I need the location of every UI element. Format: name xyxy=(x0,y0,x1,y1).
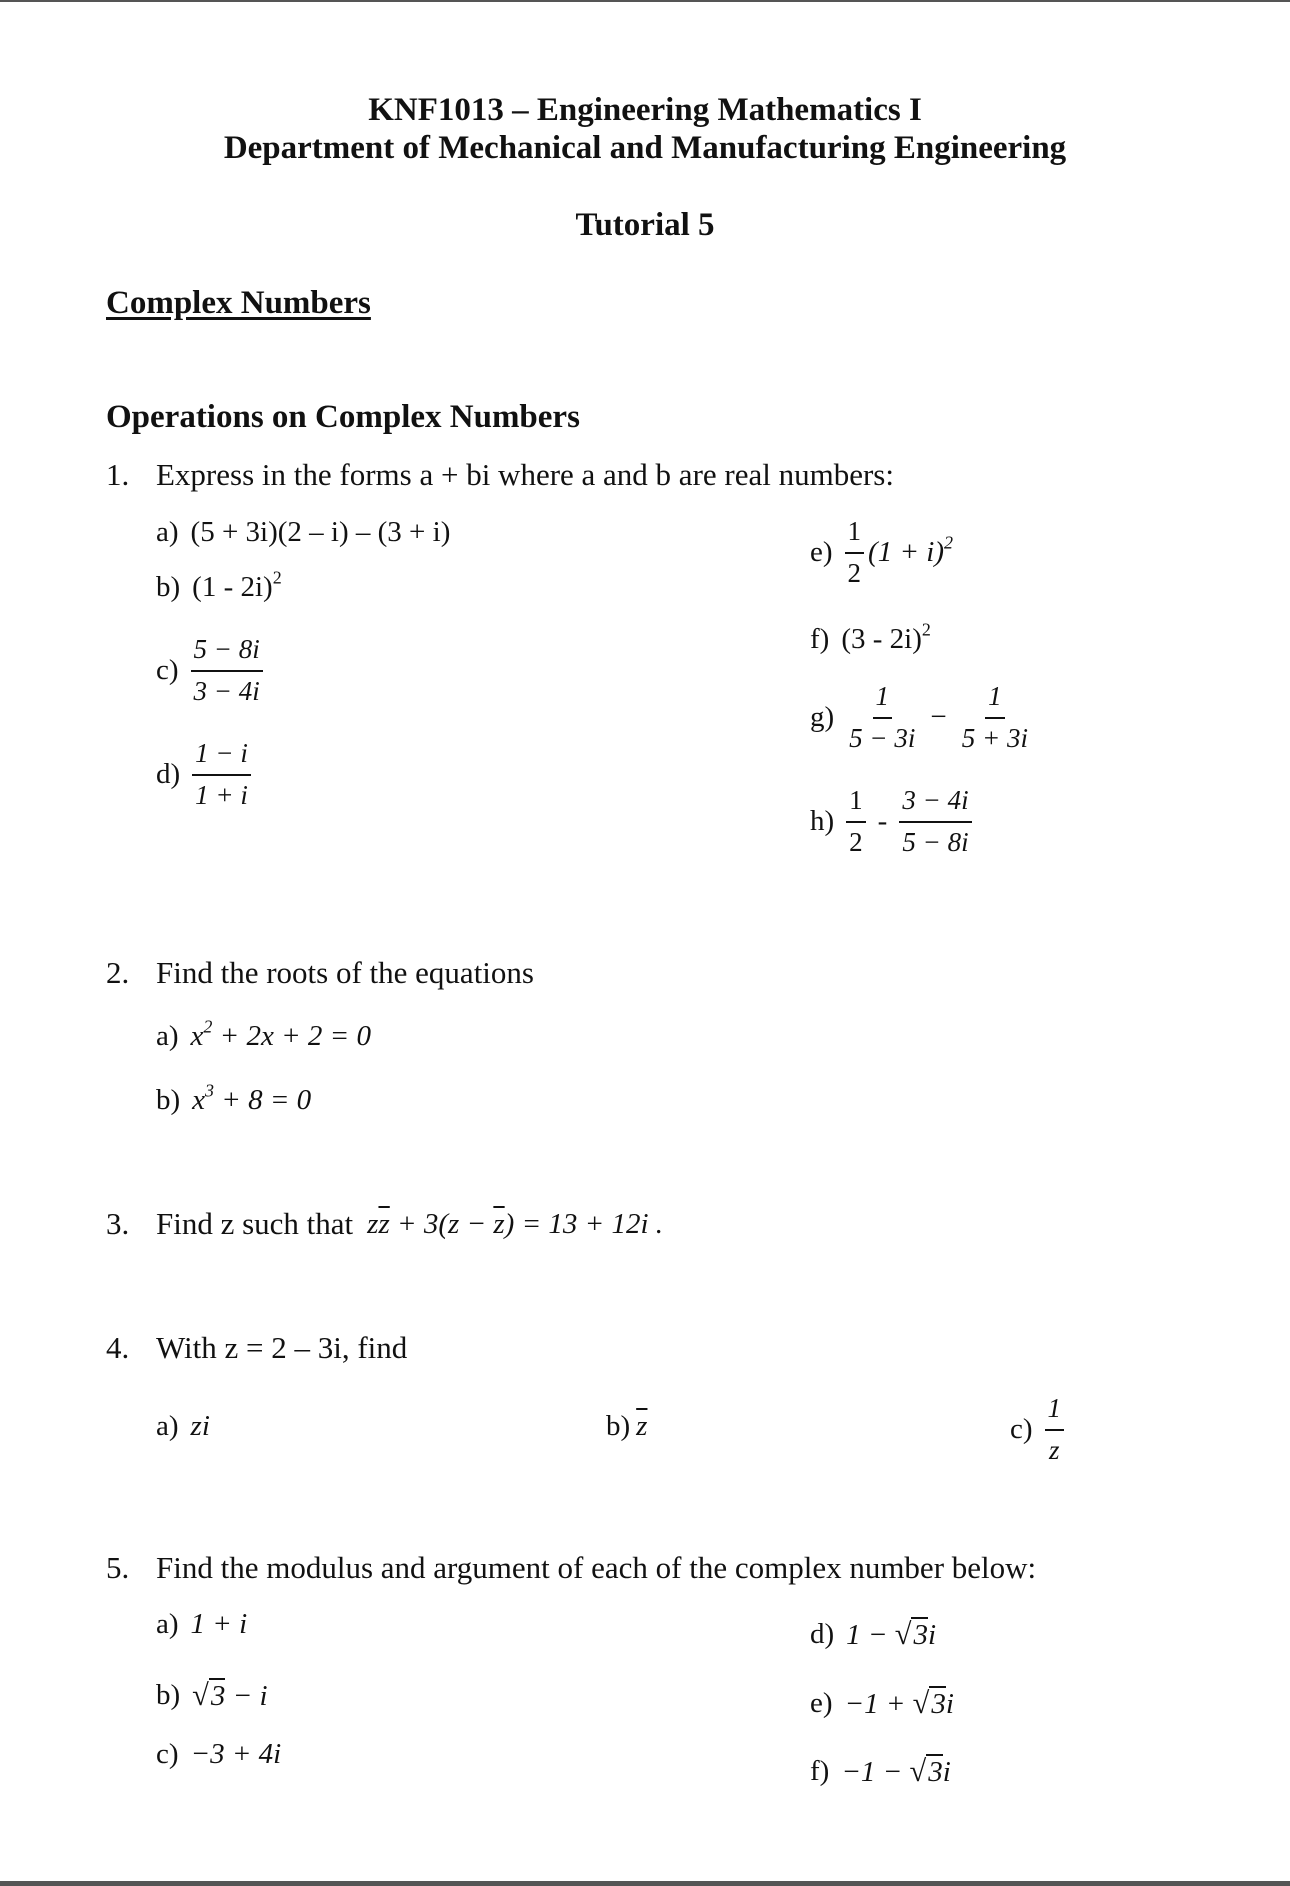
q5f-label: f) xyxy=(810,1755,830,1787)
q3-prompt: Find z such that xyxy=(156,1206,354,1241)
q1-item-d xyxy=(156,737,251,813)
q1h-fraction-1: $\frac{1}{2}$ xyxy=(846,784,866,860)
q1b-label: b) xyxy=(156,571,181,603)
q1-item-f xyxy=(810,619,931,656)
q5e-label: e) xyxy=(810,1687,833,1719)
tutorial-title: Tutorial 5 xyxy=(575,207,715,243)
q5a-expr: 1 + i xyxy=(190,1608,248,1640)
q5-item-a xyxy=(156,1608,247,1641)
q1g-fraction-1: $\frac{1}{5 - 3i}$ xyxy=(849,681,916,753)
q1-item-b xyxy=(156,567,282,604)
q2a-label: a) xyxy=(156,1020,179,1052)
q5c-expr: −3 + 4i xyxy=(190,1738,282,1770)
q1c-label: c) xyxy=(156,654,179,687)
subsection-title: Operations on Complex Numbers xyxy=(106,399,580,435)
q5d-label: d) xyxy=(810,1618,835,1650)
q3-line xyxy=(156,1206,663,1242)
q1a-label: a) xyxy=(156,516,179,548)
q1c-fraction: $\frac{5 - 8i}{3 - 4i}$ xyxy=(191,633,263,709)
q4-item-b xyxy=(606,1410,647,1443)
q5-item-d xyxy=(810,1617,936,1652)
section-title: Complex Numbers xyxy=(106,285,371,321)
top-border-line xyxy=(0,0,1290,2)
q5-item-f xyxy=(810,1754,951,1789)
q1-prompt: Express in the forms a + bi where a and b are real numbers: xyxy=(156,457,894,492)
q5b-label: b) xyxy=(156,1679,181,1711)
q1e-rest: $(1 + i)^2$ xyxy=(868,532,953,569)
q1-item-h xyxy=(810,784,972,860)
q1h-label: h) xyxy=(810,805,835,838)
q1-item-e xyxy=(810,515,953,591)
q2b-label: b) xyxy=(156,1084,181,1116)
department-title: Department of Mechanical and Manufacturing Engineering xyxy=(223,130,1067,166)
q5d-expr: 1 − √3i xyxy=(846,1617,937,1651)
q1e-fraction: $\frac{1}{2}$ xyxy=(845,515,865,591)
q4b-label: b) xyxy=(606,1410,631,1442)
q4-number: 4. xyxy=(106,1330,130,1365)
q5-number: 5. xyxy=(106,1550,130,1585)
bottom-border-line xyxy=(0,1881,1290,1886)
q4-item-a xyxy=(156,1410,210,1443)
q5a-label: a) xyxy=(156,1608,179,1640)
q2-item-a xyxy=(156,1016,371,1053)
q5-item-c xyxy=(156,1738,281,1771)
q1a-expr: (5 + 3i)(2 – i) – (3 + i) xyxy=(190,516,451,548)
q1d-fraction: $\frac{1 - i}{1 + i}$ xyxy=(192,737,251,813)
q1-number: 1. xyxy=(106,457,130,492)
q5-prompt: Find the modulus and argument of each of the complex number below: xyxy=(156,1550,1037,1585)
q2-item-b xyxy=(156,1080,312,1117)
q1-item-c xyxy=(156,633,263,709)
q4c-fraction: $\frac{1}{z}$ xyxy=(1045,1392,1065,1468)
q4-prompt: With z = 2 – 3i, find xyxy=(156,1330,408,1365)
q2a-expr: $x^2 + 2x + 2 = 0$ xyxy=(190,1016,371,1052)
q5e-expr: −1 + √3i xyxy=(844,1686,954,1720)
q5b-expr: √3 − i xyxy=(192,1678,268,1712)
q5c-label: c) xyxy=(156,1738,179,1770)
q4a-label: a) xyxy=(156,1410,179,1442)
q4b-expr: $\overline{z}$ xyxy=(636,1410,648,1442)
q1g-label: g) xyxy=(810,701,835,734)
q1b-expr: (1 - 2i)$^2$ xyxy=(192,567,282,603)
q5-item-e xyxy=(810,1686,954,1721)
q1d-label: d) xyxy=(156,758,181,791)
q1-item-g xyxy=(810,680,1031,756)
q1f-label: f) xyxy=(810,623,830,655)
q3-equation: $z\overline{z} + 3(z - \overline{z}) = 13 + 12i$ . xyxy=(367,1207,664,1240)
q1h-operator: - xyxy=(877,805,888,838)
q1g-operator: − xyxy=(930,701,947,734)
q5f-expr: −1 − √3i xyxy=(841,1754,951,1788)
q4a-expr: zi xyxy=(190,1410,210,1442)
q1-item-a xyxy=(156,516,450,549)
q1h-fraction-2: $\frac{3 - 4i}{5 - 8i}$ xyxy=(899,784,971,860)
q1g-fraction-2: $\frac{1}{5 + 3i}$ xyxy=(961,681,1028,753)
q2-number: 2. xyxy=(106,955,130,990)
q4-item-c xyxy=(1010,1392,1064,1468)
q5-item-b xyxy=(156,1678,268,1713)
q1e-label: e) xyxy=(810,536,833,569)
q2b-expr: $x^3 + 8 = 0$ xyxy=(192,1080,312,1116)
q1f-expr: (3 - 2i)$^2$ xyxy=(841,619,931,655)
q3-number: 3. xyxy=(106,1206,130,1241)
q4c-label: c) xyxy=(1010,1413,1033,1446)
course-title: KNF1013 – Engineering Mathematics I xyxy=(368,92,922,128)
q2-prompt: Find the roots of the equations xyxy=(156,955,534,990)
